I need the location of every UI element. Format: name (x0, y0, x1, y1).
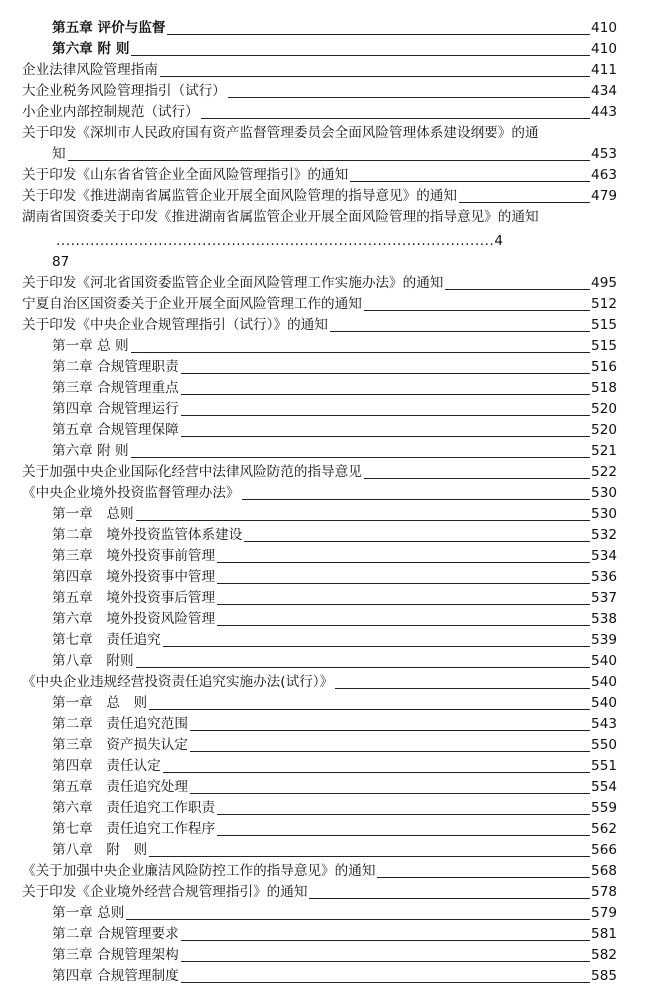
toc-entry-title: 第六章 附 则 (52, 441, 131, 462)
toc-entry-page: 585 (590, 966, 617, 987)
toc-entry-title: 第二章 境外投资监管体系建设 (52, 525, 244, 546)
toc-entry[interactable] (0, 966, 660, 987)
toc-entry[interactable] (0, 207, 660, 228)
toc-entry-title: 《中央企业违规经营投资责任追究实施办法(试行）》 (22, 672, 335, 693)
toc-entry[interactable] (0, 441, 660, 462)
toc-entry[interactable] (0, 567, 660, 588)
toc-entry-page: 434 (590, 81, 617, 102)
toc-entry-title: 第二章 责任追究范围 (52, 714, 190, 735)
toc-entry-page: 579 (590, 903, 617, 924)
leader-line (56, 919, 590, 920)
toc-entry[interactable] (0, 483, 660, 504)
toc-entry-page: 582 (590, 945, 617, 966)
toc-entry-title: 第二章 合规管理要求 (52, 924, 181, 945)
toc-entry[interactable] (0, 651, 660, 672)
toc-entry-title: 第七章 责任追究工作程序 (52, 819, 217, 840)
toc-entry-page: 554 (590, 777, 617, 798)
toc-entry[interactable] (0, 462, 660, 483)
toc-entry[interactable] (0, 399, 660, 420)
toc-entry[interactable] (0, 546, 660, 567)
toc-entry-title: 第五章 境外投资事后管理 (52, 588, 217, 609)
toc-entry[interactable] (0, 861, 660, 882)
toc-entry-title: 第五章 责任追究处理 (52, 777, 190, 798)
toc-entry-page: 578 (590, 882, 617, 903)
toc-entry[interactable] (0, 123, 660, 144)
toc-entry[interactable] (0, 714, 660, 735)
toc-entry[interactable] (0, 165, 660, 186)
toc-entry-title: 第六章 附 则 (52, 39, 131, 60)
leader-line (56, 160, 590, 161)
toc-entry-page: 566 (590, 840, 617, 861)
leader-line (56, 520, 590, 521)
toc-entry-title: 第二章 合规管理职责 (52, 357, 181, 378)
toc-entry-title: 第八章 附则 (52, 651, 136, 672)
toc-entry-page: 495 (590, 273, 617, 294)
leader-line (56, 667, 590, 668)
toc-entry-page: 581 (590, 924, 617, 945)
toc-entry[interactable] (0, 609, 660, 630)
toc-entry[interactable] (0, 819, 660, 840)
toc-entry[interactable] (0, 945, 660, 966)
toc-entry-title: 《中央企业境外投资监督管理办法》 (22, 483, 242, 504)
toc-entry-title: 企业法律风险管理指南 (22, 60, 160, 81)
toc-entry-title: 第一章 总则 (52, 903, 126, 924)
toc-entry-title: 关于印发《中央企业合规管理指引（试行）》的通知 (22, 315, 330, 336)
toc-entry-title: 大企业税务风险管理指引（试行） (22, 81, 228, 102)
toc-entry-title: 第五章 合规管理保障 (52, 420, 181, 441)
toc-entry-title: 关于加强中央企业国际化经营中法律风险防范的指导意见 (22, 462, 364, 483)
toc-entry[interactable] (0, 81, 660, 102)
toc-entry-title: 第三章 合规管理架构 (52, 945, 181, 966)
toc-entry-title: 第一章 总 则 (52, 336, 131, 357)
toc-entry-page: 520 (590, 420, 617, 441)
toc-entry-page: 518 (590, 378, 617, 399)
toc-entry[interactable] (0, 735, 660, 756)
toc-entry-page: 540 (590, 693, 617, 714)
toc-entry-title: 第八章 附 则 (52, 840, 149, 861)
toc-entry-title: 第六章 责任追究工作职责 (52, 798, 217, 819)
toc-entry-title: 关于印发《深圳市人民政府国有资产监督管理委员会全面风险管理体系建设纲要》的通 (22, 123, 541, 144)
toc-entry[interactable] (0, 252, 660, 273)
leader-line (56, 55, 590, 56)
toc-entry-page: 515 (590, 315, 617, 336)
toc-entry[interactable] (0, 144, 660, 165)
toc-entry-page: 537 (590, 588, 617, 609)
toc-entry-page: 522 (590, 462, 617, 483)
toc-entry-title: 关于印发《推进湖南省属监管企业开展全面风险管理的指导意见》的通知 (22, 186, 459, 207)
toc-entry-title: 第三章 资产损失认定 (52, 735, 190, 756)
toc-entry-title: 87 (52, 252, 71, 273)
toc-entry[interactable] (0, 39, 660, 60)
toc-entry-title: 小企业内部控制规范（试行） (22, 102, 201, 123)
toc-entry[interactable] (0, 357, 660, 378)
leader-line (56, 457, 590, 458)
toc-entry[interactable] (0, 504, 660, 525)
toc-entry-page: 530 (590, 504, 617, 525)
toc-entry[interactable] (0, 882, 660, 903)
toc-entry-title: 关于印发《企业境外经营合规管理指引》的通知 (22, 882, 309, 903)
toc-entry-page: 534 (590, 546, 617, 567)
toc-entry-page: 453 (590, 144, 617, 165)
toc-entry-page: 512 (590, 294, 617, 315)
toc-entry[interactable] (0, 18, 660, 39)
toc-entry[interactable] (0, 798, 660, 819)
toc-entry[interactable] (0, 294, 660, 315)
toc-entry-page: 538 (590, 609, 617, 630)
toc-entry[interactable] (0, 315, 660, 336)
leader-line (56, 352, 590, 353)
toc-entry-title: 第六章 境外投资风险管理 (52, 609, 217, 630)
toc-entry-page: 410 (590, 39, 617, 60)
toc-entry-page: 540 (590, 651, 617, 672)
toc-entry-page: 520 (590, 399, 617, 420)
toc-entry-title: 知 (52, 144, 68, 165)
toc-entry-page: 562 (590, 819, 617, 840)
toc-entry[interactable] (0, 777, 660, 798)
toc-entry-page: 530 (590, 483, 617, 504)
toc-entry-page: 568 (590, 861, 617, 882)
toc-entry-page: 539 (590, 630, 617, 651)
toc-entry[interactable] (0, 630, 660, 651)
toc-entry-title: 第四章 合规管理运行 (52, 399, 181, 420)
dot-leader-line: ..........................................................................................4 (56, 233, 504, 249)
toc-entry[interactable] (0, 102, 660, 123)
toc-entry[interactable] (0, 378, 660, 399)
toc-entry-page: 551 (590, 756, 617, 777)
toc-entry-title: 第五章 评价与监督 (52, 18, 167, 39)
toc-entry[interactable] (0, 840, 660, 861)
toc-entry-title: 第一章 总 则 (52, 693, 149, 714)
toc-entry[interactable] (0, 693, 660, 714)
toc-entry-page: 515 (590, 336, 617, 357)
toc-entry[interactable] (0, 60, 660, 81)
toc-entry-page: 521 (590, 441, 617, 462)
toc-entry-page: 559 (590, 798, 617, 819)
toc-entry-title: 第四章 合规管理制度 (52, 966, 181, 987)
toc-entry-title: 湖南省国资委关于印发《推进湖南省属监管企业开展全面风险管理的指导意见》的通知 (22, 207, 541, 228)
toc-entry-title: 《关于加强中央企业廉洁风险防控工作的指导意见》的通知 (22, 861, 377, 882)
toc-entry-title: 第七章 责任追究 (52, 630, 163, 651)
toc-entry[interactable] (0, 336, 660, 357)
toc-entry-page: 410 (590, 18, 617, 39)
toc-entry-page: 479 (590, 186, 617, 207)
toc-entry[interactable] (0, 186, 660, 207)
toc-entry-title: 第一章 总则 (52, 504, 136, 525)
toc-entry-title: 关于印发《河北省国资委监管企业全面风险管理工作实施办法》的通知 (22, 273, 445, 294)
toc-entry[interactable] (0, 924, 660, 945)
toc-entry[interactable] (0, 756, 660, 777)
toc-entry-page: 411 (590, 60, 617, 81)
toc-entry-title: 关于印发《山东省省管企业全面风险管理指引》的通知 (22, 165, 350, 186)
toc-entry-title: 第四章 境外投资事中管理 (52, 567, 217, 588)
toc-entry-page: 540 (590, 672, 617, 693)
toc-entry[interactable] (0, 903, 660, 924)
toc-entry-title: 宁夏自治区国资委关于企业开展全面风险管理工作的通知 (22, 294, 364, 315)
toc-entry-page: 516 (590, 357, 617, 378)
toc-entry-page: 536 (590, 567, 617, 588)
toc-entry[interactable] (0, 273, 660, 294)
toc-entry[interactable] (0, 588, 660, 609)
toc-entry-title: 第三章 境外投资事前管理 (52, 546, 217, 567)
toc-entry[interactable] (0, 420, 660, 441)
toc-entry[interactable] (0, 672, 660, 693)
toc-entry-page: 463 (590, 165, 617, 186)
toc-entry-page: 543 (590, 714, 617, 735)
toc-entry[interactable] (0, 525, 660, 546)
toc-entry-page: 532 (590, 525, 617, 546)
toc-entry-page: 550 (590, 735, 617, 756)
toc-entry-title: 第三章 合规管理重点 (52, 378, 181, 399)
toc-entry-title: 第四章 责任认定 (52, 756, 163, 777)
toc-entry-page: 443 (590, 102, 617, 123)
